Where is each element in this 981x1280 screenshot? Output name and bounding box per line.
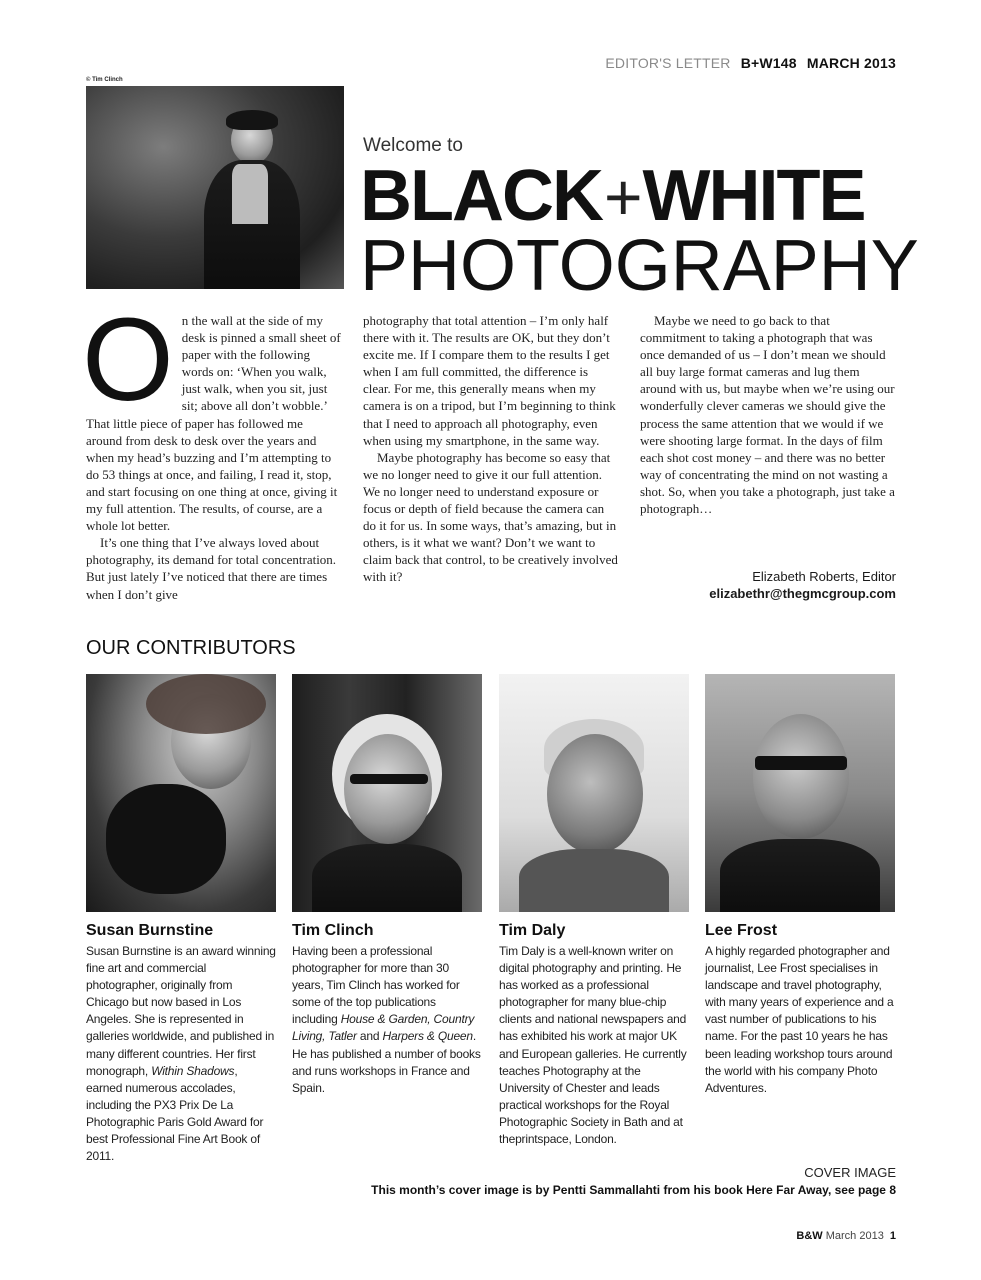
footer-brand: B&W [796, 1230, 823, 1242]
bio-text: Tim Daly is a well-known writer on digital photography and printing. He has worked as a professional photographer for many blue-chip clients and national newspapers and has exhibited his work at major UK and European galleries. He currently teaches Photography at the University of Chester and leads practical workshops for the Royal Photographic Society in Bath and at theprintspace, London. [499, 944, 687, 1147]
welcome-text: Welcome to [363, 135, 463, 156]
title-white: WHITE [642, 156, 865, 236]
title-plus: + [603, 160, 641, 234]
contributors-heading: OUR CONTRIBUTORS [86, 637, 296, 659]
bio-book-title: Within Shadows [151, 1063, 235, 1078]
bio-text: , earned numerous accolades, including the PX3 Prix De La Photographic Paris Gold Award for best Professional Fine Art Book of 2011. [86, 1063, 264, 1164]
letter-paragraph-2-start: It’s one thing that I’ve always loved about photography, its demand for total concentration. But just lately I’ve noticed that there are times when I don’t give [86, 535, 337, 602]
editor-name: Elizabeth Roberts, Editor [752, 569, 896, 584]
contributor-photo-lee-frost [705, 674, 895, 912]
contributor-photo-susan-burnstine [86, 674, 276, 912]
contributor-name: Susan Burnstine [86, 922, 214, 939]
letter-column-3 [640, 312, 896, 517]
contributor-bio [292, 943, 482, 1097]
running-header [605, 55, 896, 71]
bio-text: . He has published a number of books and runs workshops in France and Spain. [292, 1029, 481, 1095]
title-black: BLACK [360, 156, 602, 236]
letter-paragraph-1: n the wall at the side of my desk is pinned a small sheet of paper with the following words on: ‘When you walk, just walk, when you sit, just sit; above all don’t wobble.’ That little piece of paper has followed me around from desk to desk over the years and when my head’s buzzing and I’m attempting to do 53 things at once, and failing, I read it, stop, and start focusing on one thing at once, giving it my full attention. The results, of course, are a whole lot better. [86, 313, 341, 534]
letter-paragraph-3: Maybe photography has become so easy that we no longer need to give it our full attention. We no longer need to understand exposure or focus or depth of field because the camera can do it for us. In some ways, that’s amazing, but in others, is it what we want? Don’t we want to claim back that control, to be creatively involved with it? [363, 449, 618, 585]
bio-text: A highly regarded photographer and journalist, Lee Frost specialises in landscape and travel photography, with many years of experience and a vast number of publications to his name. For the past 10 years he has been leading workshop tours around the world with his company Photo Adventures. [705, 944, 894, 1095]
contributor-name: Tim Clinch [292, 922, 374, 939]
drop-cap: O [82, 294, 174, 426]
letter-paragraph-2-cont: photography that total attention – I’m only half there with it. The results are OK, but they don’t excite me. If I compare them to the results I get when I am full committed, the difference is clear. For me, this generally means when my camera is on a tripod, but I’m beginning to think that I need to approach all photography, even when using my smartphone, in the same way. [363, 313, 616, 448]
section-label: EDITOR'S LETTER [605, 55, 731, 71]
cover-image-text: This month’s cover image is by Pentti Sammallahti from his book Here Far Away, see page 8 [371, 1183, 896, 1197]
bio-text: Having been a professional photographer for more than 30 years, Tim Clinch has worked for some of the top publications including [292, 944, 460, 1027]
issue-number: B+W148 [740, 55, 797, 71]
contributor-bio [86, 943, 276, 1165]
contributor-bio [499, 943, 689, 1148]
cover-image-label: COVER IMAGE [804, 1165, 896, 1180]
letter-column-2 [363, 312, 619, 586]
bio-text: and [356, 1029, 383, 1044]
contributor-photo-tim-daly [499, 674, 689, 912]
issue-date: MARCH 2013 [806, 55, 896, 71]
photo-credit: © Tim Clinch [86, 77, 123, 83]
contributor-bio [705, 943, 895, 1097]
bio-text: Susan Burnstine is an award winning fine art and commercial photographer, originally from Chicago but now based in Los Angeles. She is represented in galleries worldwide, and published in many different countries. Her first monograph, [86, 944, 276, 1078]
letter-paragraph-4: Maybe we need to go back to that commitment to taking a photograph that was once demanded of us – I don’t mean we should all buy large format cameras and lug them around with us, but maybe when we’re using our wonderfully clever cameras we should give the process the same attention that we would if we were shooting large format. In the days of film each shot cost money – and there was no better way of concentrating the mind on not wasting a shot. So, when you take a photograph, just take a photograph… [640, 313, 895, 517]
bio-publications: House & Garden, Country Living, Tatler [292, 1012, 475, 1044]
contributor-name: Lee Frost [705, 922, 778, 939]
page-number: 1 [889, 1230, 896, 1242]
masthead-title [360, 158, 864, 235]
contributor-photo-tim-clinch [292, 674, 482, 912]
bio-publication: Harpers & Queen [382, 1029, 473, 1044]
masthead-subtitle: PHOTOGRAPHY [360, 226, 919, 306]
page-footer [796, 1230, 896, 1242]
letter-column-1 [82, 294, 342, 603]
editor-email[interactable]: elizabethr@thegmcgroup.com [709, 586, 896, 601]
contributor-name: Tim Daly [499, 922, 566, 939]
editor-portrait [86, 86, 344, 289]
footer-date: March 2013 [825, 1230, 884, 1242]
editor-signature [709, 568, 896, 602]
